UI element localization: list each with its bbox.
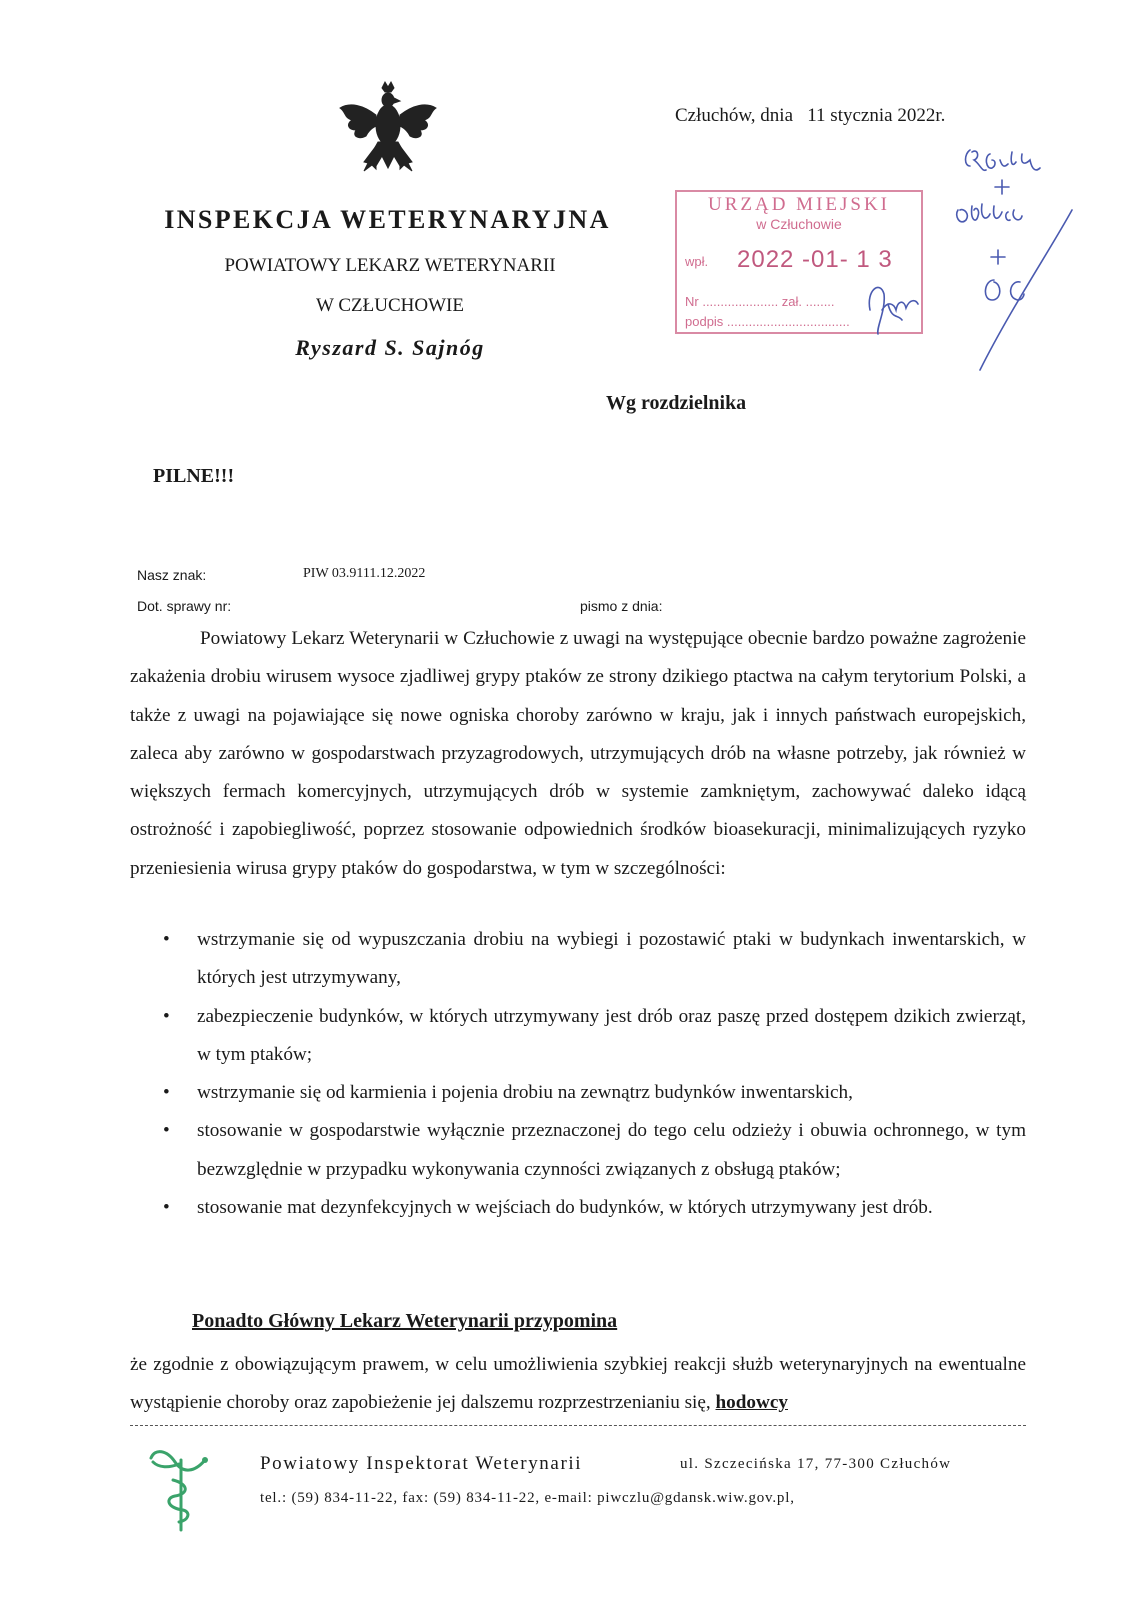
veterinary-caduceus-icon	[145, 1440, 215, 1535]
list-item	[130, 1112, 1026, 1189]
footer-contact: tel.: (59) 834-11-22, fax: (59) 834-11-22, e-mail: piwczlu@gdansk.wiw.gov.pl,	[260, 1490, 795, 1506]
list-item-text: wstrzymanie się od wypuszczania drobiu na wybiegi i pozostawić ptaki w budynkach inwentarskich, w których jest utrzymywany,	[197, 929, 1026, 989]
footer-address: ul. Szczecińska 17, 77-300 Człuchów	[680, 1456, 952, 1472]
officer-name: Ryszard S. Sajnóg	[295, 335, 485, 360]
section-subheading: Ponadto Główny Lekarz Weterynarii przypomina	[192, 1310, 618, 1332]
handwritten-signature	[858, 270, 928, 340]
list-item-text: stosowanie mat dezynfekcyjnych w wejściach do budynków, w których utrzymywany jest drób.	[197, 1197, 933, 1219]
paragraph-2-emphasis: hodowcy	[715, 1392, 788, 1414]
urgent-label: PILNE!!!	[153, 465, 235, 487]
list-item-text: zabezpieczenie budynków, w których utrzymywany jest drób oraz paszę przed dostępem dzikich zwierząt, w tym ptaków;	[197, 1005, 1026, 1065]
stamp-date: 2022 -01- 1 3	[737, 246, 893, 273]
footer-divider	[130, 1425, 1026, 1426]
body-paragraph-2	[130, 1346, 1026, 1423]
stamp-signature-line: podpis ..................................	[685, 314, 850, 329]
bullet-icon: •	[163, 1120, 170, 1142]
stamp-city: w Człuchowie	[756, 216, 842, 232]
date-line: Człuchów, dnia 11 stycznia 2022r.	[675, 105, 946, 126]
office-name: POWIATOWY LEKARZ WETERYNARII	[224, 255, 556, 276]
list-item	[130, 921, 1026, 998]
institution-name: INSPEKCJA WETERYNARYJNA	[164, 205, 611, 234]
bullet-icon: •	[163, 1005, 170, 1027]
stamp-title: URZĄD MIEJSKI	[707, 194, 891, 215]
bullet-icon: •	[163, 1197, 170, 1219]
bullet-icon: •	[163, 1082, 170, 1104]
footer-institution-name: Powiatowy Inspektorat Weterynarii	[260, 1453, 583, 1474]
stamp-wpl-label: wpł.	[685, 254, 709, 269]
office-city: W CZŁUCHOWIE	[316, 295, 464, 316]
handwritten-annotations	[950, 140, 1080, 380]
recipient-line: Wg rozdzielnika	[606, 392, 747, 414]
body-paragraph-1: Powiatowy Lekarz Weterynarii w Człuchowie z uwagi na występujące obecnie bardzo poważne zagrożenie zakażenia drobiu wirusem wysoce zjadliwej grypy ptaków ze strony dzikiego ptactwa na całym terytorium Polski, a także z uwagi na pojawiające się nowe ogniska choroby zarówno w kraju, jak i innych państwach europejskich, zaleca aby zarówno w gospodarstwach przyzagrodowych, utrzymujących drób na własne potrzeby, jak również w większych fermach komercyjnych, utrzymujących drób w systemie zamkniętym, zachowywać daleko idącą ostrożność i zapobiegliwość, poprzez stosowanie odpowiednich środków bioasekuracji, minimalizujących ryzyko przeniesienia wirusa grypy ptaków do gospodarstwa, w tym w szczególności:	[130, 628, 1026, 879]
list-item	[130, 998, 1026, 1075]
stamp-nr-line: Nr ..................... zał. ........	[685, 294, 835, 309]
paragraph-2-text: że zgodnie z obowiązującym prawem, w celu umożliwienia szybkiej reakcji służb weterynaryjnych na ewentualne wystąpienie choroby oraz zapobieżenie jej dalszemu rozprzestrzenianiu się,	[130, 1354, 1026, 1414]
letter-date-label: pismo z dnia:	[580, 598, 663, 614]
our-sign-label: Nasz znak:	[137, 567, 207, 583]
polish-eagle-icon	[338, 80, 438, 190]
list-item	[130, 1074, 1026, 1112]
list-item-text: stosowanie w gospodarstwie wyłącznie przeznaczonej do tego celu odzieży i obuwia ochronnego, w tym bezwzględnie w przypadku wykonywania czynności związanych z obsługą ptaków;	[197, 1120, 1026, 1180]
measures-list	[130, 921, 1026, 1227]
list-item	[130, 1189, 1026, 1227]
our-sign-value: PIW 03.9111.12.2022	[303, 566, 426, 581]
list-item-text: wstrzymanie się od karmienia i pojenia drobiu na zewnątrz budynków inwentarskich,	[197, 1082, 853, 1104]
case-number-label: Dot. sprawy nr:	[137, 598, 232, 614]
bullet-icon: •	[163, 929, 170, 950]
